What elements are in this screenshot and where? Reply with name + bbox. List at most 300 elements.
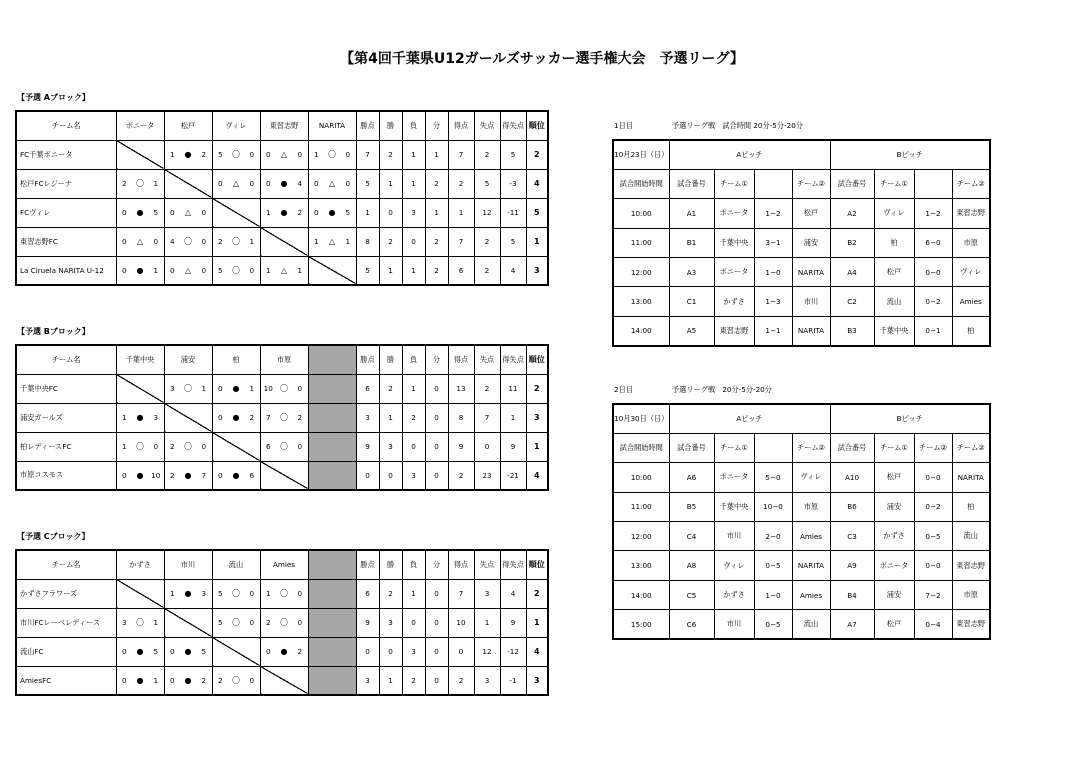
stat-cell: 2 — [474, 227, 500, 256]
score-for: 2 — [164, 461, 180, 490]
table-row — [16, 432, 548, 461]
score-for: 0 — [116, 461, 132, 490]
score-for: 0 — [260, 637, 276, 666]
schedule-cell: B2 — [830, 228, 874, 257]
diagonal-cell — [260, 461, 308, 490]
result-symbol: △ — [324, 227, 340, 256]
score-against: 1 — [292, 256, 308, 285]
stat-cell: 3 — [474, 666, 500, 695]
stat-cell: 2 — [474, 374, 500, 403]
schedule-cell: 流山 — [792, 610, 830, 639]
stat-cell: 0 — [425, 579, 448, 608]
result-symbol: ● — [180, 140, 196, 169]
schedule-cell: Amies — [792, 580, 830, 609]
header-cell: 市川 — [164, 550, 212, 579]
header-cell: 得失点 — [500, 345, 526, 374]
stat-cell: 1 — [500, 403, 526, 432]
schedule-date: 10月23日（日） — [613, 140, 669, 169]
stat-cell: 7 — [474, 403, 500, 432]
header-cell: ボニータ — [116, 111, 164, 140]
stat-cell: 11 — [500, 374, 526, 403]
block-label: 【予選 Bブロック】 — [17, 327, 90, 336]
score-against: 3 — [196, 579, 212, 608]
score-for: 6 — [260, 432, 276, 461]
stat-cell: 4 — [526, 461, 548, 490]
score-for: 0 — [164, 637, 180, 666]
result-symbol: ● — [132, 666, 148, 695]
stat-cell: 2 — [474, 140, 500, 169]
stat-cell: 6 — [356, 579, 379, 608]
league-table-0 — [15, 110, 549, 286]
result-symbol: 〇 — [228, 256, 244, 285]
schedule-cell: 1−2 — [754, 199, 792, 228]
score-for: 1 — [260, 256, 276, 285]
score-against: 0 — [340, 140, 356, 169]
team-name: 松戸FCレジーナ — [16, 169, 116, 198]
block-label: 【予選 Cブロック】 — [17, 532, 90, 541]
stat-cell: 0 — [356, 637, 379, 666]
stat-cell: 5 — [474, 169, 500, 198]
stat-cell: 3 — [526, 256, 548, 285]
stat-cell: 10 — [448, 608, 474, 637]
stat-cell: 1 — [402, 374, 425, 403]
stat-cell: 9 — [500, 608, 526, 637]
schedule-date: 10月30日（日） — [613, 404, 669, 433]
schedule-cell: A9 — [830, 551, 874, 580]
team-name: FCヴィレ — [16, 198, 116, 227]
table-row — [613, 316, 990, 345]
team-name: 浦安ガールズ — [16, 403, 116, 432]
stat-cell: 1 — [526, 227, 548, 256]
empty-cell — [308, 403, 356, 432]
stat-cell: 6 — [448, 256, 474, 285]
stat-cell: 0 — [379, 637, 402, 666]
pitch-a-label: Aピッチ — [669, 404, 830, 433]
schedule-cell: B1 — [669, 228, 714, 257]
stat-cell: 0 — [425, 403, 448, 432]
header-cell: 勝 — [379, 550, 402, 579]
header-cell: 勝 — [379, 111, 402, 140]
header-cell: 順位 — [526, 345, 548, 374]
schedule-header-cell: チーム① — [874, 433, 914, 462]
team-name: 流山FC — [16, 637, 116, 666]
schedule-cell: C2 — [830, 287, 874, 316]
score-against: 1 — [244, 227, 260, 256]
score-for: 5 — [212, 140, 228, 169]
header-cell: 市原 — [260, 345, 308, 374]
schedule-cell: 松戸 — [874, 258, 914, 287]
header-cell: 失点 — [474, 550, 500, 579]
schedule-header-cell — [754, 433, 792, 462]
result-symbol: ● — [228, 374, 244, 403]
score-against: 2 — [196, 140, 212, 169]
schedule-cell: 13:00 — [613, 287, 669, 316]
score-against: 3 — [148, 403, 164, 432]
schedule-cell: 12:00 — [613, 522, 669, 551]
schedule-cell: 0−4 — [914, 610, 952, 639]
header-cell: NARITA — [308, 111, 356, 140]
schedule-cell: B4 — [830, 580, 874, 609]
result-symbol: △ — [276, 140, 292, 169]
diagonal-cell — [164, 403, 212, 432]
schedule-cell: 12:00 — [613, 258, 669, 287]
header-cell: 順位 — [526, 550, 548, 579]
team-name: 千葉中央FC — [16, 374, 116, 403]
schedule-header-cell: 試合番号 — [669, 169, 714, 198]
score-for: 0 — [212, 169, 228, 198]
stat-cell: 3 — [474, 579, 500, 608]
score-for: 3 — [164, 374, 180, 403]
score-for: 0 — [116, 198, 132, 227]
header-cell: 勝点 — [356, 111, 379, 140]
diagonal-cell — [164, 608, 212, 637]
schedule-cell: 千葉中央 — [714, 492, 754, 521]
league-table-1 — [15, 344, 549, 491]
stat-cell: -11 — [500, 198, 526, 227]
schedule-cell: A6 — [669, 463, 714, 492]
schedule-header-cell: 試合開始時間 — [613, 433, 669, 462]
schedule-cell: かずさ — [714, 287, 754, 316]
schedule-cell: 11:00 — [613, 228, 669, 257]
schedule-cell: 市川 — [714, 610, 754, 639]
stat-cell: 8 — [448, 403, 474, 432]
schedule-cell: かずさ — [714, 580, 754, 609]
score-for: 3 — [116, 608, 132, 637]
header-cell: 得点 — [448, 345, 474, 374]
schedule-header-cell: チーム② — [952, 169, 990, 198]
header-cell: 得失点 — [500, 111, 526, 140]
stat-cell: 3 — [379, 432, 402, 461]
stat-cell: 3 — [526, 403, 548, 432]
schedule-cell: B5 — [669, 492, 714, 521]
stat-cell: 2 — [379, 579, 402, 608]
score-against: 0 — [292, 608, 308, 637]
schedule-cell: 松戸 — [874, 463, 914, 492]
stat-cell: 7 — [448, 227, 474, 256]
stat-cell: 3 — [526, 666, 548, 695]
stat-cell: 2 — [526, 140, 548, 169]
score-against: 2 — [196, 666, 212, 695]
score-against: 2 — [292, 637, 308, 666]
stat-cell: 0 — [356, 461, 379, 490]
table-row — [16, 374, 548, 403]
schedule-day: 2日目 — [614, 385, 633, 394]
result-symbol: ● — [228, 403, 244, 432]
result-symbol: ● — [228, 461, 244, 490]
header-cell: 順位 — [526, 111, 548, 140]
stat-cell: 7 — [356, 140, 379, 169]
result-symbol: 〇 — [228, 140, 244, 169]
result-symbol: △ — [132, 227, 148, 256]
schedule-cell: ヴィレ — [792, 463, 830, 492]
header-cell: チーム名 — [16, 345, 116, 374]
stat-cell: -12 — [500, 637, 526, 666]
stat-cell: 1 — [402, 579, 425, 608]
stat-cell: 3 — [402, 637, 425, 666]
empty-cell — [308, 666, 356, 695]
score-against: 1 — [196, 374, 212, 403]
score-for: 5 — [212, 579, 228, 608]
team-name: 市原コスモス — [16, 461, 116, 490]
result-symbol: △ — [228, 169, 244, 198]
team-name: かずさフラワーズ — [16, 579, 116, 608]
pitch-b-label: Bピッチ — [830, 404, 990, 433]
schedule-cell: 7−2 — [914, 580, 952, 609]
diagonal-cell — [260, 666, 308, 695]
header-cell: 得点 — [448, 550, 474, 579]
result-symbol: △ — [276, 256, 292, 285]
schedule-table-1 — [612, 403, 991, 640]
header-cell: 流山 — [212, 550, 260, 579]
score-against: 0 — [244, 579, 260, 608]
header-cell: 負 — [402, 345, 425, 374]
header-cell: チーム名 — [16, 111, 116, 140]
stat-cell: 7 — [448, 579, 474, 608]
schedule-cell: ボニータ — [714, 463, 754, 492]
table-row — [16, 666, 548, 695]
table-row — [613, 492, 990, 521]
score-against: 2 — [292, 198, 308, 227]
stat-cell: 2 — [402, 403, 425, 432]
result-symbol: ● — [276, 169, 292, 198]
stat-cell: 0 — [379, 198, 402, 227]
team-name: 市川FCレーベレディース — [16, 608, 116, 637]
schedule-cell: 10:00 — [613, 463, 669, 492]
result-symbol: ● — [276, 198, 292, 227]
score-against: 10 — [148, 461, 164, 490]
score-against: 4 — [292, 169, 308, 198]
stat-cell: 1 — [402, 140, 425, 169]
stat-cell: 2 — [526, 579, 548, 608]
result-symbol: 〇 — [324, 140, 340, 169]
stat-cell: 4 — [526, 169, 548, 198]
result-symbol: ● — [276, 637, 292, 666]
stat-cell: 9 — [500, 432, 526, 461]
schedule-cell: 1−0 — [754, 580, 792, 609]
score-for: 1 — [260, 579, 276, 608]
header-cell: 松戸 — [164, 111, 212, 140]
schedule-cell: 松戸 — [792, 199, 830, 228]
schedule-cell: 0−5 — [754, 610, 792, 639]
table-row — [613, 551, 990, 580]
score-against: 5 — [148, 637, 164, 666]
stat-cell: 3 — [356, 403, 379, 432]
stat-cell: 1 — [379, 169, 402, 198]
stat-cell: 2 — [425, 169, 448, 198]
schedule-header-cell: 試合番号 — [830, 433, 874, 462]
result-symbol: ● — [180, 461, 196, 490]
score-against: 5 — [148, 198, 164, 227]
stat-cell: 4 — [526, 637, 548, 666]
table-row — [613, 287, 990, 316]
header-cell: 勝 — [379, 345, 402, 374]
schedule-header-cell — [914, 169, 952, 198]
empty-cell — [308, 608, 356, 637]
result-symbol: 〇 — [276, 608, 292, 637]
schedule-header-cell: 試合開始時間 — [613, 169, 669, 198]
stat-cell: 7 — [448, 140, 474, 169]
score-for: 0 — [260, 140, 276, 169]
schedule-cell: 2−0 — [754, 522, 792, 551]
result-symbol: ● — [132, 198, 148, 227]
header-cell: 勝点 — [356, 345, 379, 374]
block-label: 【予選 Aブロック】 — [17, 93, 90, 102]
schedule-cell: 1−0 — [754, 258, 792, 287]
score-for: 0 — [260, 169, 276, 198]
schedule-cell: A4 — [830, 258, 874, 287]
team-name: La Ciruela NARITA U-12 — [16, 256, 116, 285]
schedule-cell: 0−0 — [914, 463, 952, 492]
schedule-table-0 — [612, 139, 991, 347]
schedule-cell: 1−2 — [914, 199, 952, 228]
score-for: 1 — [308, 140, 324, 169]
diagonal-cell — [308, 256, 356, 285]
score-for: 0 — [164, 198, 180, 227]
result-symbol: 〇 — [180, 227, 196, 256]
score-for: 0 — [116, 256, 132, 285]
stat-cell: 3 — [356, 666, 379, 695]
score-against: 7 — [196, 461, 212, 490]
score-against: 6 — [244, 461, 260, 490]
score-for: 0 — [116, 637, 132, 666]
schedule-cell: 市原 — [792, 492, 830, 521]
schedule-cell: NARITA — [792, 551, 830, 580]
stat-cell: 5 — [526, 198, 548, 227]
score-against: 0 — [292, 374, 308, 403]
header-cell — [308, 550, 356, 579]
stat-cell: 2 — [379, 140, 402, 169]
table-row — [16, 637, 548, 666]
schedule-cell: ヴィレ — [714, 551, 754, 580]
schedule-cell: A7 — [830, 610, 874, 639]
diagonal-cell — [164, 169, 212, 198]
score-against: 1 — [148, 608, 164, 637]
schedule-header-cell: チーム① — [714, 169, 754, 198]
score-for: 5 — [212, 256, 228, 285]
table-row — [613, 580, 990, 609]
diagonal-cell — [116, 374, 164, 403]
schedule-header-cell: チーム② — [792, 433, 830, 462]
score-against: 0 — [148, 227, 164, 256]
result-symbol: △ — [180, 198, 196, 227]
score-for: 0 — [308, 169, 324, 198]
score-against: 0 — [244, 140, 260, 169]
schedule-cell: 10:00 — [613, 199, 669, 228]
pitch-a-label: Aピッチ — [669, 140, 830, 169]
stat-cell: 0 — [448, 637, 474, 666]
score-for: 0 — [116, 227, 132, 256]
score-against: 5 — [340, 198, 356, 227]
empty-cell — [308, 637, 356, 666]
score-against: 0 — [148, 432, 164, 461]
stat-cell: -3 — [500, 169, 526, 198]
schedule-header-cell: 試合番号 — [669, 433, 714, 462]
schedule-cell: かずさ — [874, 522, 914, 551]
schedule-cell: Amies — [792, 522, 830, 551]
header-cell: 千葉中央 — [116, 345, 164, 374]
stat-cell: 0 — [402, 227, 425, 256]
diagonal-cell — [212, 198, 260, 227]
diagonal-cell — [116, 140, 164, 169]
page-title: 【第4回千葉県U12ガールズサッカー選手権大会 予選リーグ】 — [340, 51, 744, 67]
stat-cell: 2 — [425, 256, 448, 285]
schedule-cell: 東習志野 — [714, 316, 754, 345]
schedule-cell: C5 — [669, 580, 714, 609]
schedule-cell: 市原 — [952, 580, 990, 609]
score-for: 0 — [308, 198, 324, 227]
result-symbol: 〇 — [228, 608, 244, 637]
schedule-cell: 6−0 — [914, 228, 952, 257]
result-symbol: 〇 — [276, 403, 292, 432]
schedule-cell: 柏 — [874, 228, 914, 257]
schedule-cell: A1 — [669, 199, 714, 228]
result-symbol: △ — [180, 256, 196, 285]
stat-cell: 1 — [526, 608, 548, 637]
stat-cell: 5 — [500, 140, 526, 169]
stat-cell: 2 — [402, 666, 425, 695]
score-against: 0 — [196, 227, 212, 256]
empty-cell — [308, 432, 356, 461]
score-for: 1 — [164, 140, 180, 169]
schedule-cell: 東習志野 — [952, 199, 990, 228]
stat-cell: 3 — [402, 461, 425, 490]
header-cell: 分 — [425, 345, 448, 374]
schedule-cell: 浦安 — [874, 580, 914, 609]
header-cell: 失点 — [474, 345, 500, 374]
result-symbol: ● — [324, 198, 340, 227]
diagonal-cell — [260, 227, 308, 256]
score-for: 0 — [212, 403, 228, 432]
score-for: 1 — [116, 432, 132, 461]
result-symbol: 〇 — [228, 579, 244, 608]
stat-cell: 6 — [356, 374, 379, 403]
stat-cell: 5 — [356, 256, 379, 285]
schedule-cell: 0−5 — [754, 551, 792, 580]
schedule-cell: 5−0 — [754, 463, 792, 492]
schedule-cell: 0−2 — [914, 287, 952, 316]
schedule-cell: 13:00 — [613, 551, 669, 580]
score-against: 5 — [196, 637, 212, 666]
score-for: 7 — [260, 403, 276, 432]
stat-cell: 3 — [379, 608, 402, 637]
table-row — [613, 522, 990, 551]
stat-cell: 2 — [526, 374, 548, 403]
stat-cell: 2 — [448, 169, 474, 198]
stat-cell: 0 — [425, 432, 448, 461]
stat-cell: 0 — [402, 432, 425, 461]
stat-cell: 0 — [425, 374, 448, 403]
diagonal-cell — [212, 432, 260, 461]
header-cell: Amies — [260, 550, 308, 579]
stat-cell: 1 — [425, 198, 448, 227]
result-symbol: 〇 — [180, 374, 196, 403]
score-for: 1 — [116, 403, 132, 432]
stat-cell: 0 — [379, 461, 402, 490]
stat-cell: 1 — [526, 432, 548, 461]
score-for: 1 — [260, 198, 276, 227]
header-cell: 分 — [425, 111, 448, 140]
table-row — [16, 140, 548, 169]
table-row — [16, 198, 548, 227]
score-against: 1 — [148, 169, 164, 198]
header-cell: チーム名 — [16, 550, 116, 579]
schedule-cell: 浦安 — [874, 492, 914, 521]
stat-cell: 13 — [448, 374, 474, 403]
stat-cell: 12 — [474, 198, 500, 227]
score-for: 0 — [116, 666, 132, 695]
table-row — [16, 256, 548, 285]
header-cell: 負 — [402, 550, 425, 579]
